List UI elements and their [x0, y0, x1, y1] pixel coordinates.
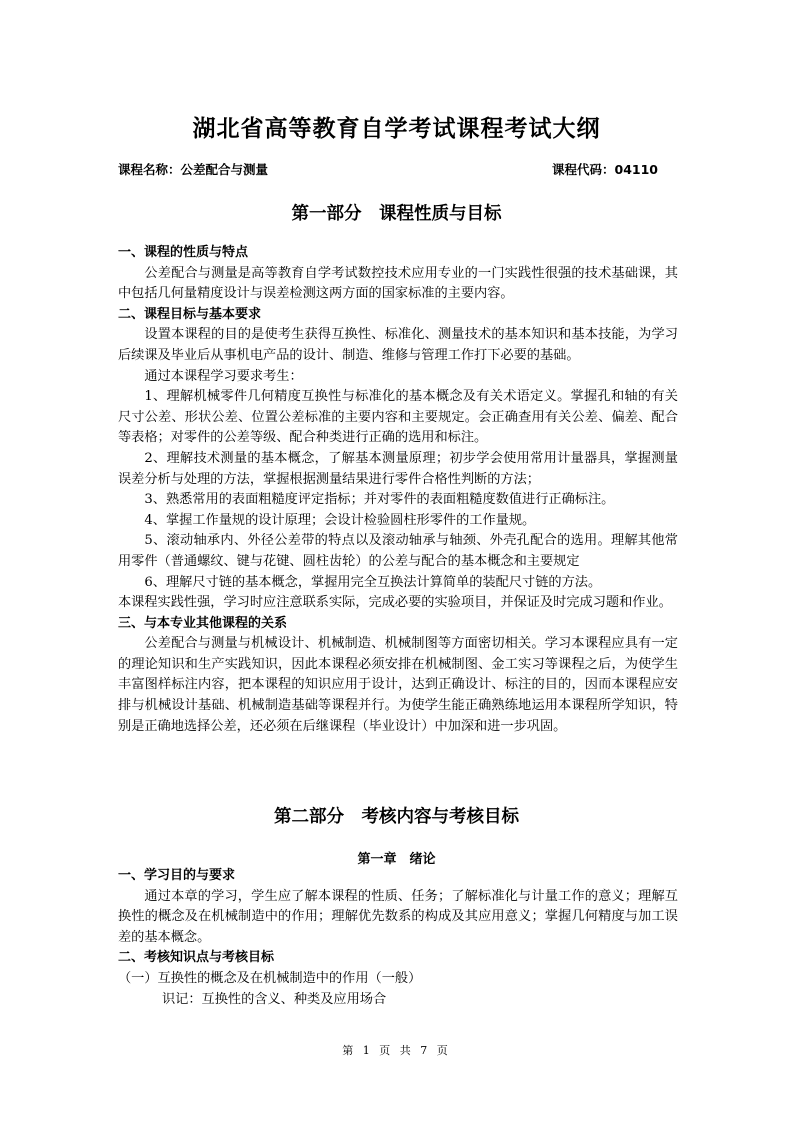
paragraph: 识记：互换性的含义、种类及应用场合	[162, 991, 387, 1007]
paragraph: 公差配合与测量与机械设计、机械制造、机械制图等方面密切相关。学习本课程应具有一定的理论知识和生产实践知识，因此本课程必须安排在机械制图、金工实习等课程之后，为使学生丰富图样标注内容，把本课程的知识应用于设计，达到正确设计、标注的目的，因而本课程应安排与机械设计基础、机械制造基础等课程并行。为使学生能正确熟练地运用本课程所学知识，特别是正确地选择公差，还必须在后继课程（毕业设计）中加深和进一步巩固。	[118, 636, 678, 734]
paragraph: 设置本课程的目的是使考生获得互换性、标准化、测量技术的基本知识和基本技能，为学习后续课及毕业后从事机电产品的设计、制造、维修与管理工作打下必要的基础。	[118, 327, 678, 363]
document-title: 湖北省高等教育自学考试课程考试大纲	[192, 116, 601, 142]
list-item: 6、理解尺寸链的基本概念，掌握用完全互换法计算简单的装配尺寸链的方法。	[144, 574, 602, 590]
paragraph: 公差配合与测量是高等教育自学考试数控技术应用专业的一门实践性很强的技术基础课，其中包括几何量精度设计与误差检测这两方面的国家标准的主要内容。	[118, 265, 678, 302]
part2-body	[118, 866, 678, 1010]
page-footer: 第 1 页 共 7 页	[342, 1044, 451, 1057]
part1-heading: 第一部分 课程性质与目标	[291, 204, 502, 224]
list-item: 1、理解机械零件几何精度互换性与标准化的基本概念及有关术语定义。掌握孔和轴的有关尺寸公差、形状公差、位置公差标准的主要内容和主要规定。会正确查用有关公差、偏差、配合等表格；对零件的公差等级、配合种类进行正确的选用和标注。	[118, 389, 678, 446]
course-meta	[118, 160, 658, 178]
course-code: 课程代码：04110	[552, 162, 658, 177]
paragraph: 通过本课程学习要求考生：	[144, 368, 303, 384]
section-heading: 一、课程的性质与特点	[118, 245, 249, 260]
paragraph: 通过本章的学习，学生应了解本课程的性质、任务；了解标准化与计量工作的意义；理解互换性的概念及在机械制造中的作用；理解优先数系的构成及其应用意义；掌握几何精度与加工误差的基本概念。	[118, 888, 678, 945]
section-heading: 一、学习目的与要求	[118, 868, 236, 883]
list-item: 4、掌握工作量规的设计原理；会设计检验圆柱形零件的工作量规。	[144, 512, 536, 528]
course-name: 课程名称：公差配合与测量	[118, 162, 269, 177]
subsection-heading: （一）互换性的概念及在机械制造中的作用（一般）	[118, 970, 422, 986]
list-item: 3、熟悉常用的表面粗糙度评定指标；并对零件的表面粗糙度数值进行正确标注。	[144, 492, 615, 508]
paragraph: 本课程实践性强，学习时应注意联系实际，完成必要的实验项目，并保证及时完成习题和作业。	[118, 595, 672, 611]
section-heading: 二、考核知识点与考核目标	[118, 950, 275, 966]
part2-heading: 第二部分 考核内容与考核目标	[274, 807, 519, 827]
section-heading: 二、课程目标与基本要求	[118, 306, 262, 322]
list-item: 2、理解技术测量的基本概念，了解基本测量原理；初步学会使用常用计量器具，掌握测量误差分析与处理的方法，掌握根据测量结果进行零件合格性判断的方法；	[118, 450, 678, 487]
chapter-heading: 第一章 绪论	[357, 852, 436, 867]
part1-body	[118, 243, 678, 737]
list-item: 5、滚动轴承内、外径公差带的特点以及滚动轴承与轴颈、外壳孔配合的选用。理解其他常用零件（普通螺纹、键与花键、圆柱齿轮）的公差与配合的基本概念和主要规定	[118, 533, 678, 569]
section-heading: 三、与本专业其他课程的关系	[118, 615, 288, 631]
